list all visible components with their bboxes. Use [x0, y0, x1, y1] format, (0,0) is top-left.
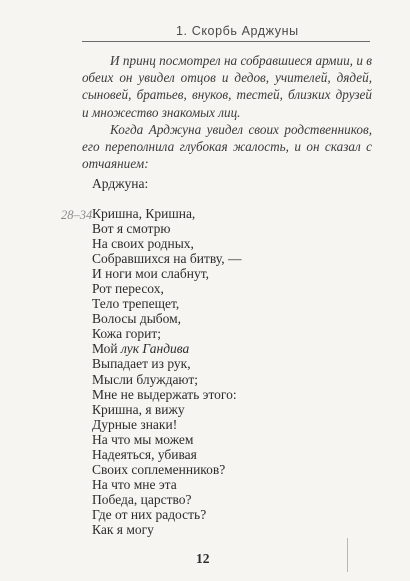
- verse-line: Дурные знаки!: [92, 416, 178, 432]
- verse-line: Выпадает из рук,: [92, 356, 191, 372]
- page-edge-mark: [347, 538, 348, 572]
- verse-reference: 28–34: [61, 208, 93, 222]
- verse-line: Кожа горит;: [92, 326, 162, 342]
- prose-block: [82, 52, 372, 172]
- prose-paragraph-1: И принц посмотрел на собравшиеся армии, и в обеих он увидел отцов и дедов, учителей, дядей, сыновей, братьев, внуков, тестей, близких друзей и множество знакомых лиц.: [82, 53, 372, 120]
- verse-line: Тело трепещет,: [92, 296, 180, 312]
- header-rule: [82, 41, 370, 42]
- verse-line-mixed: [92, 341, 342, 356]
- verse-line: Своих соплеменников?: [92, 461, 226, 477]
- verse-line: Как я могу: [92, 521, 154, 537]
- page-number: 12: [196, 551, 210, 566]
- verse-line-plain-part: Мой: [92, 341, 122, 357]
- verse-line: Кришна, я вижу: [92, 401, 185, 417]
- prose-paragraph-2: Когда Арджуна увидел своих родственников, его переполнила глубокая жалость, и он сказал с отчаянием:: [82, 121, 372, 172]
- verse-line: На что мне эта: [92, 476, 177, 492]
- speaker-label: Арджуна:: [92, 176, 149, 191]
- verse-line: Победа, царство?: [92, 491, 192, 507]
- verse-line: Кришна, Кришна,: [92, 206, 196, 221]
- verse-line: И ноги мои слабнут,: [92, 266, 209, 282]
- verse-line-italic-part: лук Гандива: [121, 341, 190, 357]
- verse-line: Где от них радость?: [92, 506, 207, 522]
- verse-line: Собравшихся на битву, —: [92, 251, 242, 267]
- verse-line: Рот пересох,: [92, 281, 164, 297]
- verse-line: Мне не выдержать этого:: [92, 386, 237, 402]
- verse-line: Волосы дыбом,: [92, 311, 182, 327]
- verse-block: [92, 206, 342, 537]
- verse-line: Надеяться, убивая: [92, 446, 197, 462]
- verse-line: На своих родных,: [92, 236, 194, 252]
- verse-line: На что мы можем: [92, 431, 194, 447]
- verse-line: Мысли блуждают;: [92, 371, 198, 387]
- running-head: 1. Скорбь Арджуны: [176, 24, 299, 38]
- verse-line: Вот я смотрю: [92, 221, 171, 237]
